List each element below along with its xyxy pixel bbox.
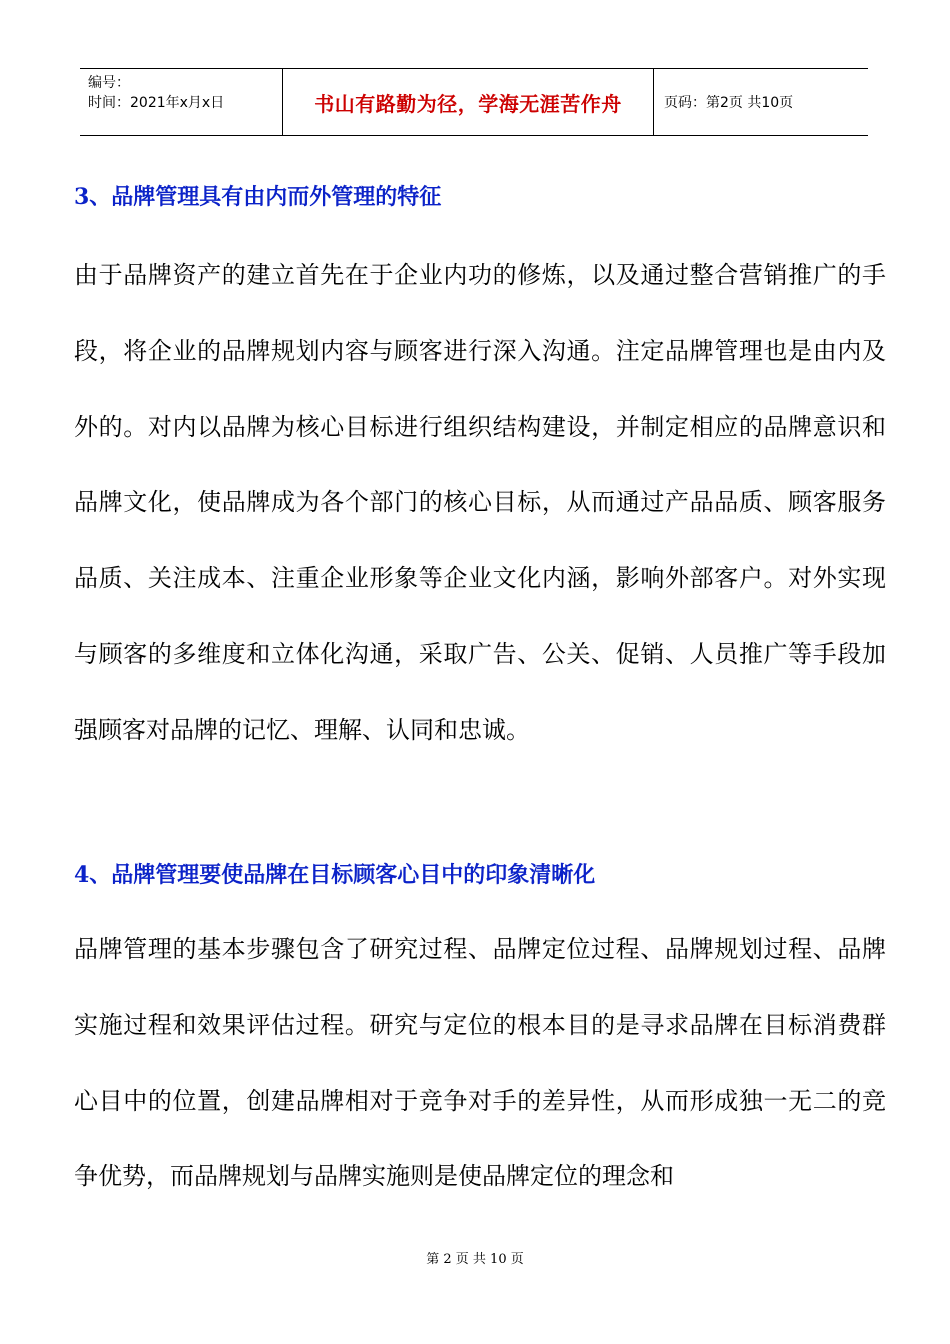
document-time-label: 时间：2021年x月x日 — [88, 95, 225, 111]
document-header — [80, 68, 868, 136]
section-4-body: 品牌管理的基本步骤包含了研究过程、品牌定位过程、品牌规划过程、品牌实施过程和效果评估过程。研究与定位的根本目的是寻求品牌在目标消费群心目中的位置，创建品牌相对于竞争对手的差异性，从而形成独一无二的竞争优势，而品牌规划与品牌实施则是使品牌定位的理念和 — [74, 935, 886, 1191]
section-3-heading: 3、品牌管理具有由内而外管理的特征 — [74, 184, 442, 210]
header-motto: 书山有路勤为径，学海无涯苦作舟 — [314, 91, 622, 116]
header-meta — [80, 69, 282, 135]
header-motto-cell — [282, 69, 654, 135]
header-page-info — [654, 69, 868, 135]
page-footer: 第 2 页 共 10 页 — [426, 1252, 524, 1267]
section-3-body: 由于品牌资产的建立首先在于企业内功的修炼，以及通过整合营销推广的手段，将企业的品牌规划内容与顾客进行深入沟通。注定品牌管理也是由内及外的。对内以品牌为核心目标进行组织结构建设，并制定相应的品牌意识和品牌文化，使品牌成为各个部门的核心目标，从而通过产品品质、顾客服务品质、关注成本、注重企业形象等企业文化内涵，影响外部客户。对外实现与顾客的多维度和立体化沟通，采取广告、公关、促销、人员推广等手段加强顾客对品牌的记忆、理解、认同和忠诚。 — [74, 261, 886, 744]
document-number-label: 编号： — [88, 75, 130, 91]
header-page-info-text: 页码：第2页 共10页 — [664, 95, 794, 111]
section-4-heading: 4、品牌管理要使品牌在目标顾客心目中的印象清晰化 — [74, 862, 596, 888]
